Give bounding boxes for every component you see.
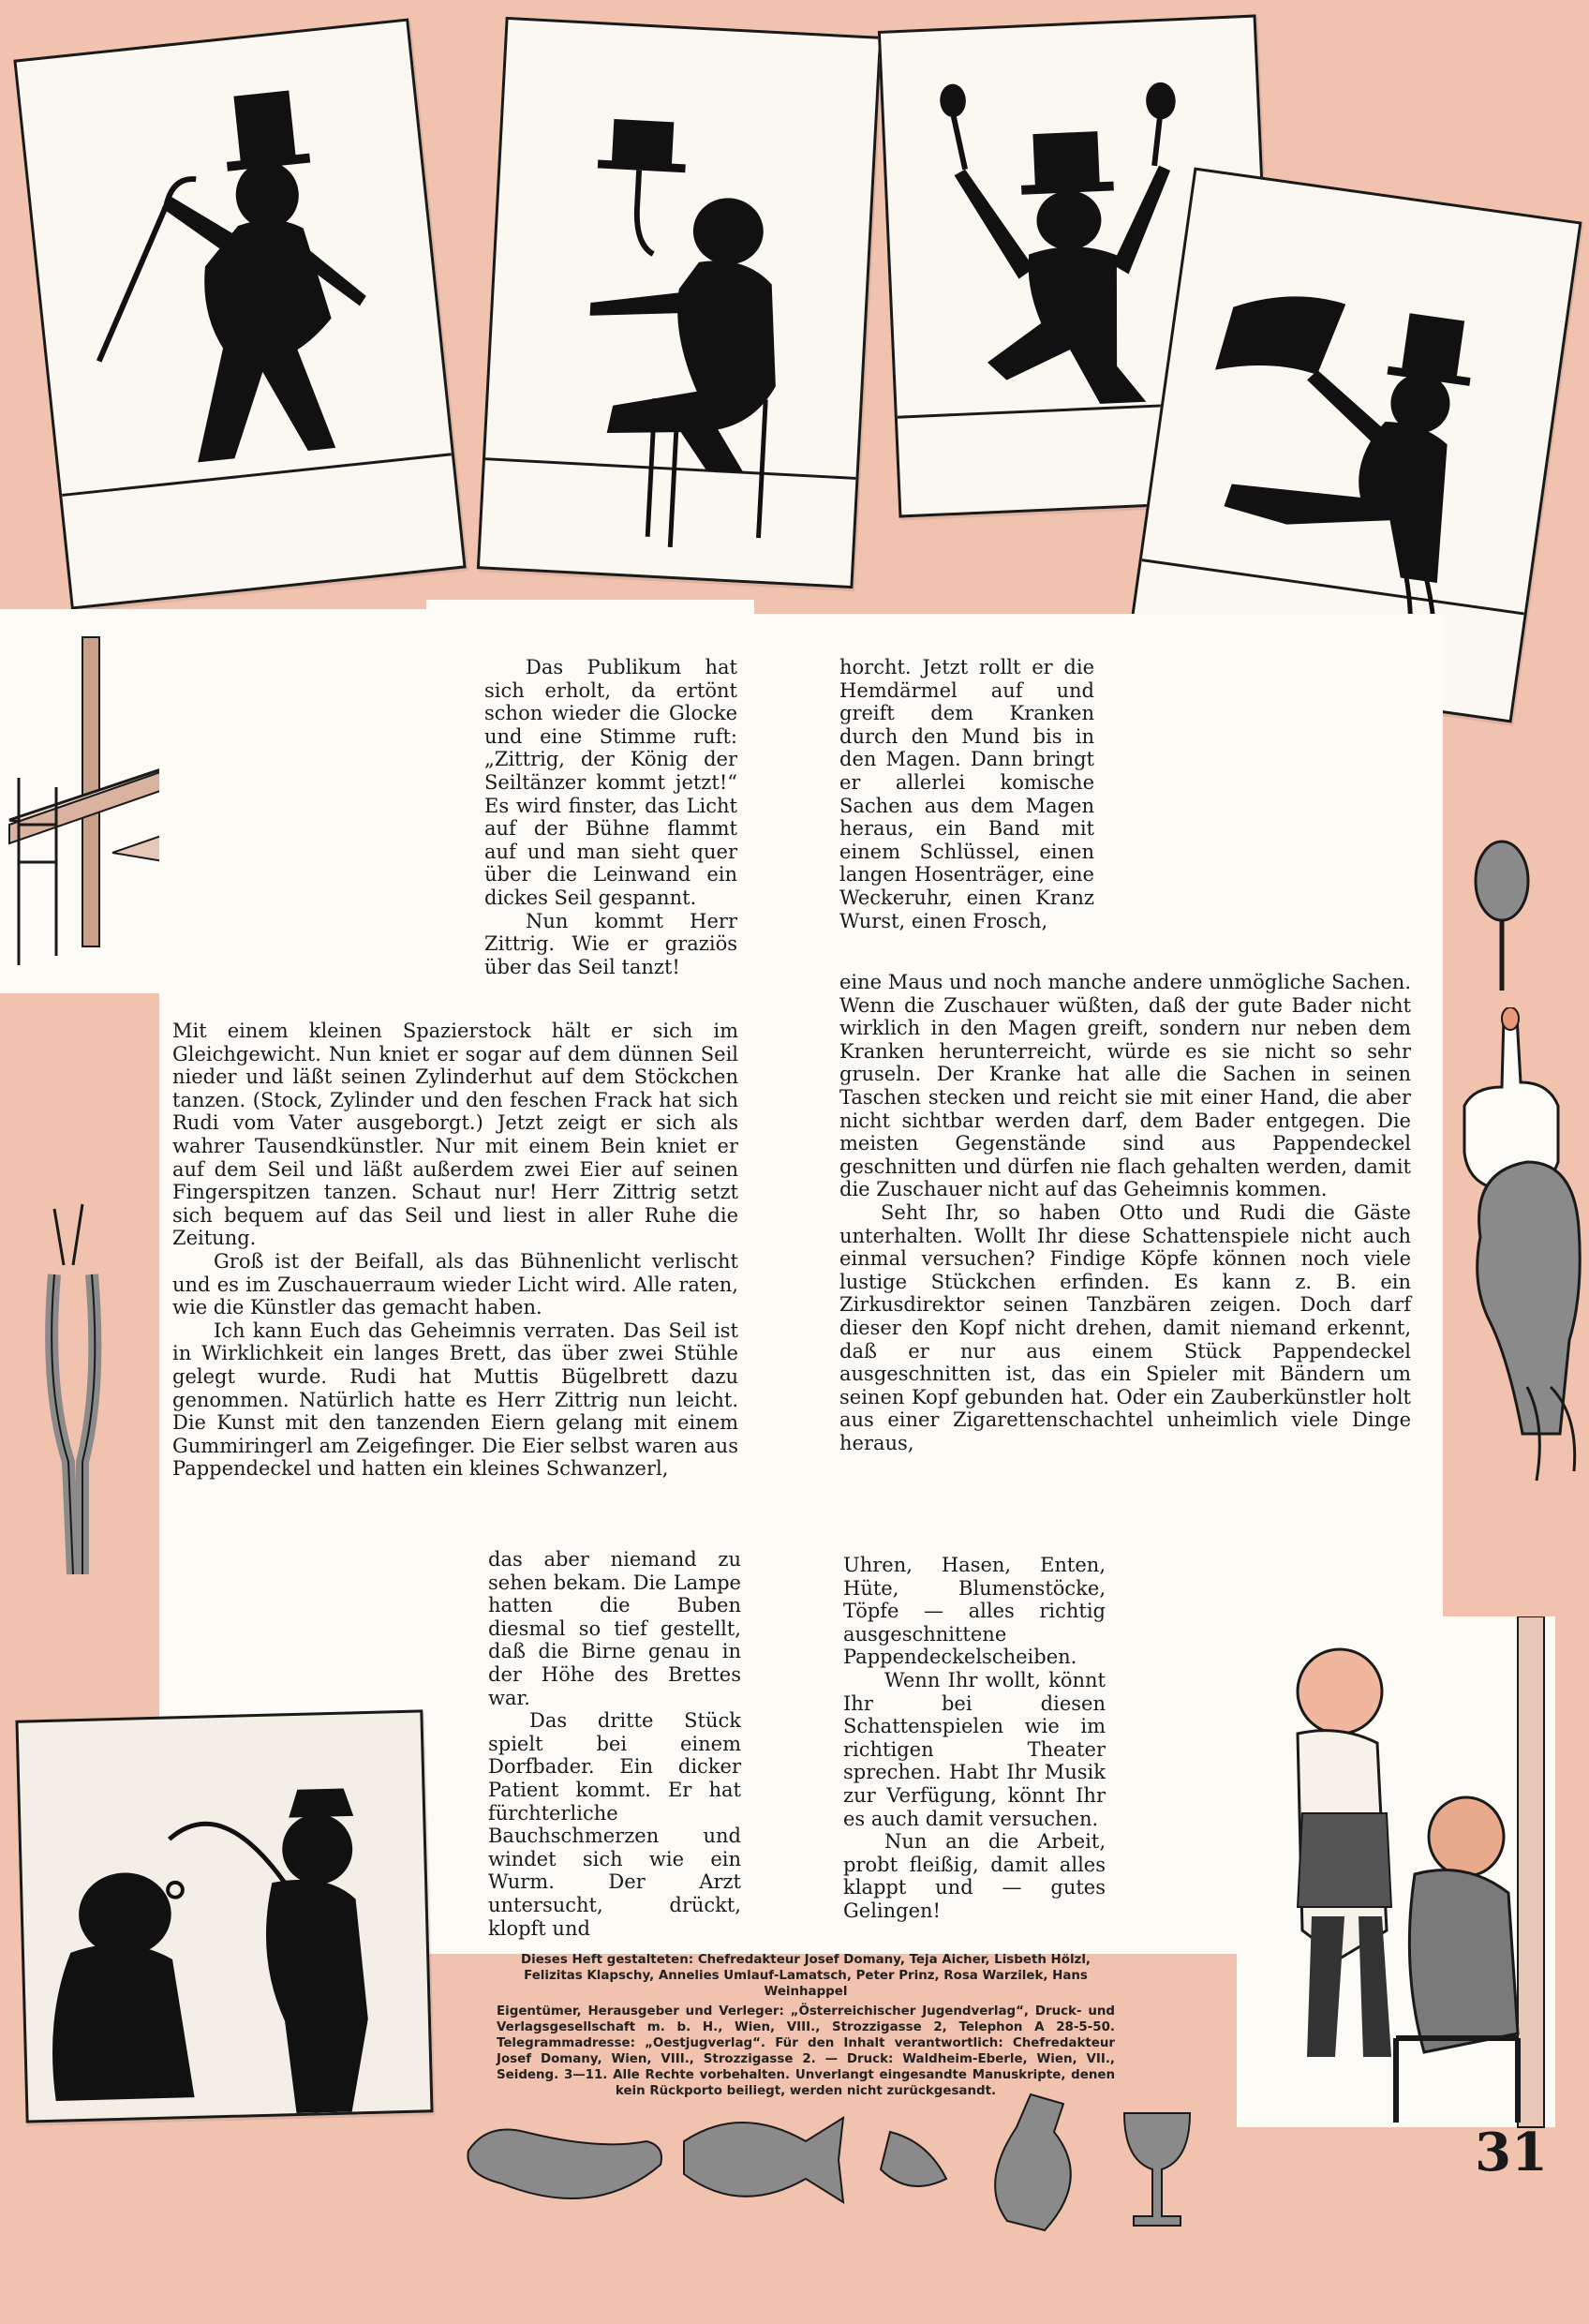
paragraph: Das dritte Stück spielt bei einem Dorfbader. Ein dicker Patient kommt. Er hat fürchterliche Bauchschmerzen und windet sich wie ein Wurm. Der Arzt untersucht, drückt, klopft und: [488, 1709, 741, 1940]
paragraph: Nun an die Arbeit, probt fleißig, damit alles klappt und — gutes Gelingen!: [843, 1830, 1106, 1922]
paragraph: Seht Ihr, so haben Otto und Rudi die Gäste unterhalten. Wollt Ihr diese Schattenspiele nicht auch einmal versuchen? Findige Köpfe können noch viele lustige Stückchen erfinden. Es kann z. B. ein Zirkusdirektor seinen Tanzbären zeigen. Doch darf dieser den Kopf nicht drehen, damit niemand erkennt, daß er nur aus einem Stück Pappendeckel ausgeschnitten ist, das ein Spieler mit Bändern um seinen Kopf gebunden hat. Oder ein Zauberkünstler holt aus einer Zigarettenschachtel unheimlich viele Dinge heraus,: [839, 1200, 1411, 1454]
paragraph: Uhren, Hasen, Enten, Hüte, Blumenstöcke, Töpfe — alles richtig ausgeschnittene Pappendeckelscheiben.: [843, 1554, 1106, 1669]
fish-icon: [684, 2118, 843, 2202]
props-row: [450, 2076, 1246, 2240]
column-1-wide: [172, 1020, 738, 1481]
column-2-wide: [839, 971, 1411, 1454]
column-2-bottom: [843, 1554, 1106, 1923]
staff-credits: Dieses Heft gestalteten: Chefredakteur Josef Domany, Teja Aicher, Lisbeth Hölzl, Felizitas Klapschy, Annelies Umlauf-Lamatsch, Peter Prinz, Rosa Warzilek, Hans Weinhappel: [520, 1953, 1092, 1999]
paragraph: Wenn Ihr wollt, könnt Ihr bei diesen Schattenspielen wie im richtigen Theater sprechen. Habt Ihr Musik zur Verfügung, könnt Ihr es auch damit versuchen.: [843, 1668, 1106, 1830]
paragraph: Ich kann Euch das Geheimnis verraten. Das Seil ist in Wirklichkeit ein langes Brett, das über zwei Stühle gelegt wurde. Rudi hat Muttis Bügelbrett dazu genommen. Natürlich hatte es Herr Zittrig nun leicht. Die Kunst mit den tanzenden Eiern gelang mit einem Gummiringerl am Zeigefinger. Die Eier selbst waren aus Pappendeckel und hatten ein kleines Schwanzerl,: [172, 1318, 738, 1481]
hat-with-strings-icon: [1462, 1153, 1583, 1490]
column-1-bottom: [488, 1548, 741, 1940]
paragraph: das aber niemand zu sehen bekam. Die Lampe hatten die Buben diesmal so tief gestellt, daß die Birne genau in der Höhe des Brettes war.: [488, 1548, 741, 1709]
paragraph: Nun kommt Herr Zittrig. Wie er graziös über das Seil tanzt!: [484, 909, 737, 978]
spoon-icon: [1466, 839, 1541, 998]
glass-icon: [1124, 2113, 1190, 2226]
card-rope-dancer-cane: [13, 18, 466, 609]
kneeling-hat-silhouette: [480, 20, 879, 586]
suspenders-icon: [26, 1199, 120, 1593]
paragraph: eine Maus und noch manche andere unmögliche Sachen. Wenn die Zuschauer wüßten, daß der gute Bader nicht wirklich in den Magen greift, sondern nur neben dem Kranken herunterreicht, würde es sie nicht so sehr gruseln. Der Kranke hat alle die Sachen in seinen Taschen stecken und reicht sie mit einer Hand, die aber nicht sichtbar werden darf, dem Bader entgegen. Die meisten Gegenstände sind aus Pappendeckel geschnitten und dürfen nie flach gehalten werden, damit die Zuschauer nicht auf das Geheimnis kommen.: [839, 971, 1411, 1201]
article-panel-inset: [426, 600, 754, 628]
paragraph: Das Publikum hat sich erholt, da ertönt schon wieder die Glocke und eine Stimme ruft: „Zittrig, der König der Seiltänzer kommt jetzt!“ Es wird finster, das Licht auf der Bühne flammt auf und man sieht quer über die Leinwand ein dickes Seil gespannt.: [484, 656, 737, 909]
bottle-icon: [995, 2094, 1071, 2230]
card-village-barber: [15, 1709, 433, 2123]
column-1-top: [484, 656, 737, 978]
paragraph: horcht. Jetzt rollt er die Hemdärmel auf und greift dem Kranken durch den Mund bis in den Magen. Dann bringt er allerlei komische Sachen aus dem Magen heraus, ein Band mit einem Schlüssel, einen langen Hosenträger, eine Weckeruhr, einen Kranz Wurst, einen Frosch,: [839, 656, 1094, 932]
card-kneeling-hat-balance: [477, 17, 882, 588]
doctor-patient-illustration: [1209, 1616, 1583, 2151]
rope-dancer-cane-silhouette: [17, 22, 464, 606]
barber-silhouette: [19, 1712, 431, 2120]
page-number: 31: [1475, 2122, 1548, 2183]
paragraph: Groß ist der Beifall, als das Bühnenlicht verlischt und es im Zuschauerraum wieder Licht wird. Alle raten, wie die Künstler das gemacht haben.: [172, 1249, 738, 1319]
paragraph: Mit einem kleinen Spazierstock hält er sich im Gleichgewicht. Nun kniet er sogar auf dem dünnen Seil nieder und läßt seinen Zylinderhut auf dem Stöckchen tanzen. (Stock, Zylinder und den feschen Frack hat sich Rudi vom Vater ausgeborgt.) Jetzt zeigt er sich als wahrer Tausendkünstler. Nur mit einem Bein kniet er auf dem Seil und läßt außerdem zwei Eier auf seinen Fingerspitzen tanzen. Schaut nur! Herr Zittrig setzt sich bequem auf das Seil und liest in aller Ruhe die Zeitung.: [172, 1020, 738, 1250]
publisher-imprint: Eigentümer, Herausgeber und Verleger: „Österreichischer Jugendverlag“, Druck- und Verlagsgesellschaft m. b. H., Wien, VIII., Strozzigasse 2, Telephon A 28-5-50. Telegrammadresse: „Oestjugverlag“. Für den Inhalt verantwortlich: Chefredakteur Josef Domany, Wien, VIII., Strozzigasse 2. — Druck: Waldheim-Eberle, Wien, VII., Seideng. 3—11. Alle Rechte vorbehalten. Unverlangt eingesandte Manuskripte, denen kein Rückporto beiliegt, werden nicht zurückgesandt.: [497, 2004, 1115, 2098]
shoe-icon: [881, 2132, 946, 2186]
sausage-icon: [468, 2130, 661, 2199]
column-2-top: [839, 656, 1094, 932]
